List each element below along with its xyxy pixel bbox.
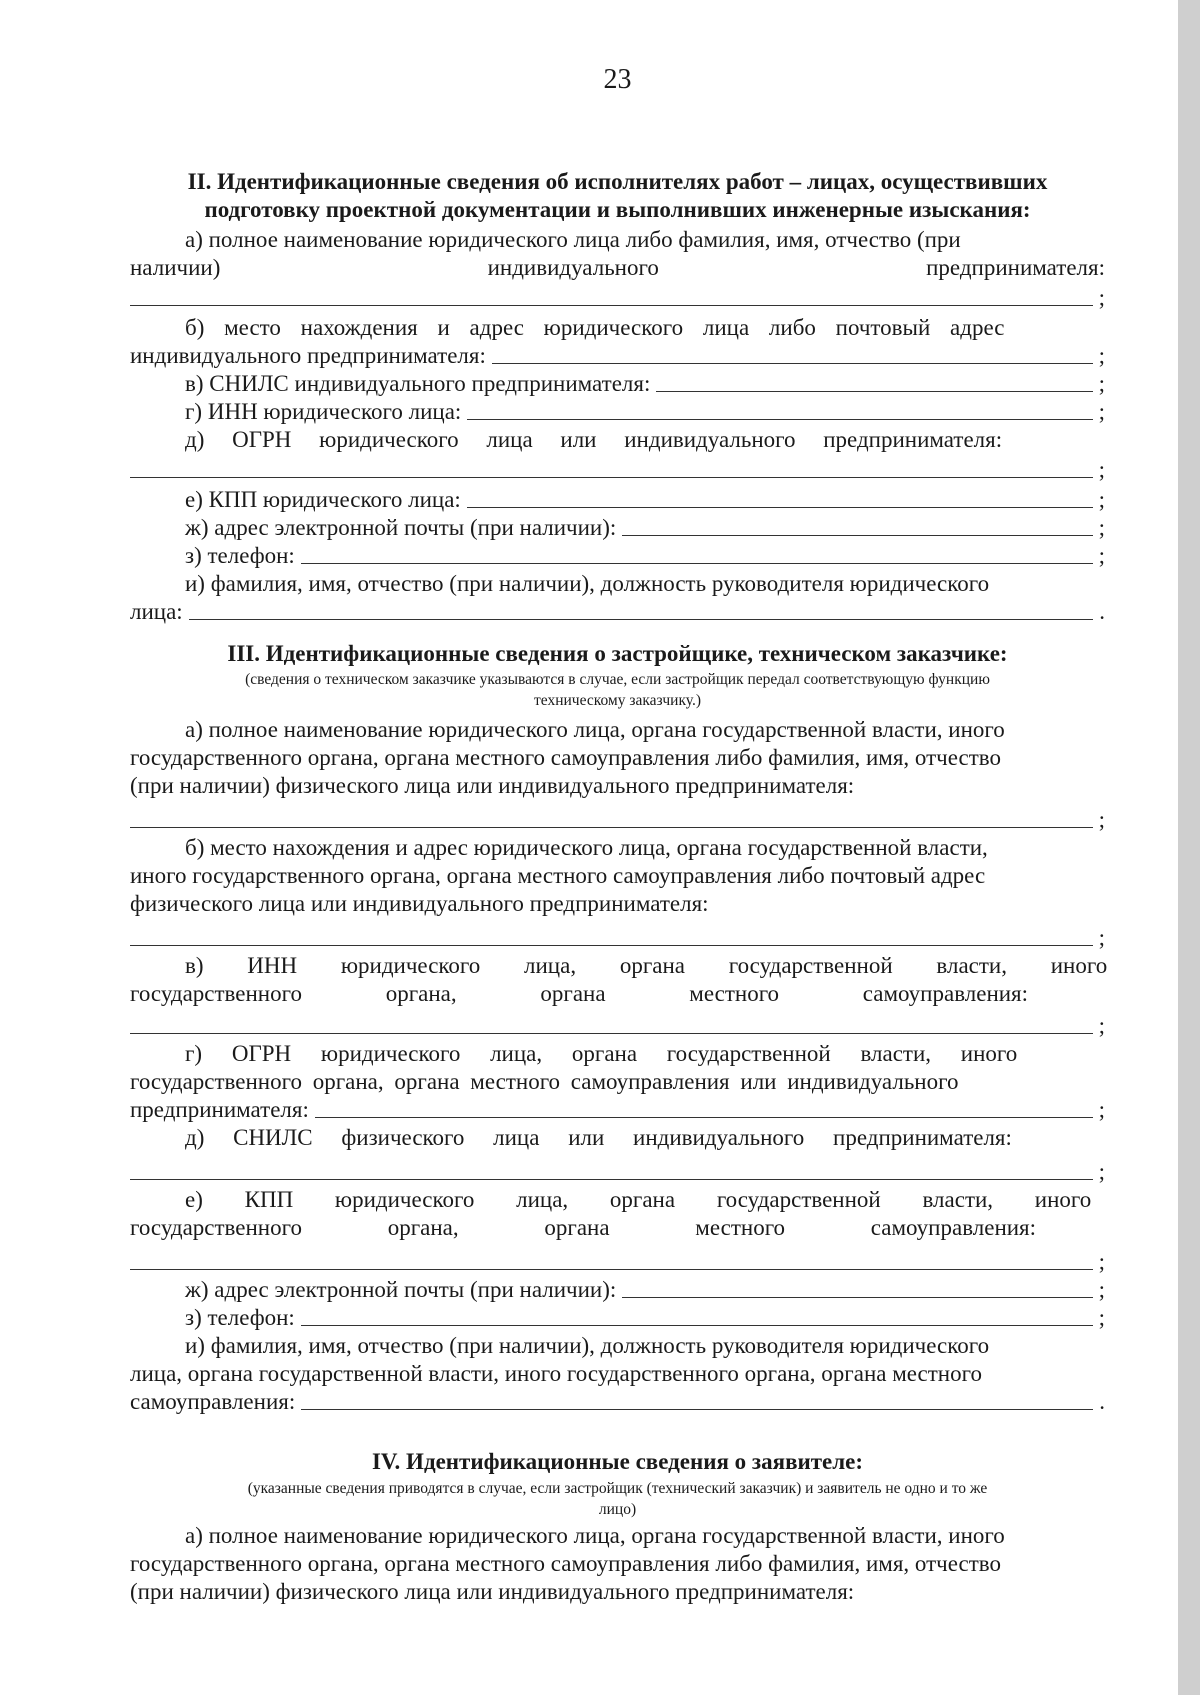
semicolon: ; [1098,457,1105,482]
s3-item-v-line-1 [130,952,1108,980]
s2-item-a-line-1 [130,226,1105,254]
s3-item-g-field[interactable] [130,1096,1105,1124]
semicolon: ; [1098,1159,1105,1184]
s3-item-a-text-1: а) полное наименование юридического лица, органа государственной власти, иного [185,717,1005,742]
s3-item-g-label: предпринимателя: [130,1097,309,1122]
page-number: 23 [603,64,632,95]
s3-item-b-blank[interactable] [130,924,1105,952]
section-4-note-line-1: (указанные сведения приводятся в случае, если застройщик (технический заказчик) и заявитель не одно и то же [247,1480,988,1497]
s3-item-e-text-1: е) КПП юридического лица, органа государственной власти, иного [185,1187,1092,1212]
semicolon: ; [1098,515,1105,540]
s3-item-b-line-1 [130,834,1105,862]
s3-item-i-text-1: и) фамилия, имя, отчество (при наличии), должность руководителя юридического [185,1333,990,1358]
s3-item-zh-field[interactable] [130,1276,1105,1304]
s3-item-g-line-2 [130,1068,1105,1096]
s3-item-z-label: з) телефон: [185,1305,295,1330]
semicolon: ; [1098,925,1105,950]
s2-item-b-field[interactable] [130,342,1105,370]
s3-item-b-text-2: иного государственного органа, органа местного самоуправления либо почтовый адрес [130,863,986,888]
s2-item-b-text-1: б) место нахождения и адрес юридического лица либо почтовый адрес [185,315,1005,340]
s3-item-zh-label: ж) адрес электронной почты (при наличии): [185,1277,617,1302]
s3-item-d-blank[interactable] [130,1158,1105,1186]
semicolon: ; [1098,1097,1105,1122]
semicolon: ; [1098,1013,1105,1038]
semicolon: ; [1098,807,1105,832]
s3-item-v-line-2 [130,980,1105,1008]
s2-item-z-label: з) телефон: [185,543,295,568]
s3-item-i-line-2 [130,1360,1105,1388]
s2-item-i-label: лица: [130,599,183,624]
s2-item-g-label: г) ИНН юридического лица: [185,399,462,424]
s2-item-i-line-1 [130,570,1105,598]
s3-item-g-line-1 [130,1040,1105,1068]
s3-item-d-line [130,1124,1105,1152]
s3-item-g-text-2: государственного органа, органа местного самоуправления или индивидуального [130,1069,959,1094]
s2-item-e-label: е) КПП юридического лица: [185,487,461,512]
s3-item-b-line-2 [130,862,1105,890]
s2-item-v-field[interactable] [130,370,1105,398]
s2-item-e-field[interactable] [130,486,1105,514]
s4-item-a-text-3: (при наличии) физического лица или индивидуального предпринимателя: [130,1579,855,1604]
s3-item-z-field[interactable] [130,1304,1105,1332]
semicolon: ; [1098,487,1105,512]
s2-item-d-blank[interactable] [130,456,1105,484]
s3-item-e-line-1 [130,1186,1105,1214]
s4-item-a-line-2 [130,1550,1105,1578]
s3-item-i-line-1 [130,1332,1105,1360]
section-2-title-line-1: II. Идентификационные сведения об исполнителях работ – лицах, осуществивших [187,169,1048,194]
semicolon: ; [1098,399,1105,424]
s2-item-z-field[interactable] [130,542,1105,570]
s3-item-e-text-2: государственного органа, органа местного самоуправления: [130,1215,1037,1240]
period: . [1099,1389,1105,1414]
s2-item-zh-field[interactable] [130,514,1105,542]
s4-item-a-text-2: государственного органа, органа местного самоуправления либо фамилия, имя, отчество [130,1551,1001,1576]
s2-item-a-word-3: предпринимателя: [926,255,1105,280]
s4-item-a-line-3 [130,1578,1105,1606]
s2-item-a-line-2 [130,254,1105,282]
scan-edge [1178,0,1200,1695]
s2-item-b-label: индивидуального предпринимателя: [130,343,486,368]
s2-item-a-word-1: наличии) [130,255,221,280]
s3-item-a-text-3: (при наличии) физического лица или индивидуального предпринимателя: [130,773,855,798]
s2-item-b-line-1 [130,314,1105,342]
s2-item-a-blank[interactable] [130,284,1105,312]
s2-item-zh-label: ж) адрес электронной почты (при наличии): [185,515,617,540]
s3-item-d-label: д) СНИЛС физического лица или индивидуального предпринимателя: [185,1125,1012,1150]
s3-item-a-line-3 [130,772,1105,800]
section-3-note-line-1: (сведения о техническом заказчике указываются в случае, если застройщик передал соответствующую функцию [245,671,990,688]
s3-item-e-blank[interactable] [130,1248,1105,1276]
s4-item-a-line-1 [130,1522,1105,1550]
semicolon: ; [1098,1249,1105,1274]
s3-item-g-text-1: г) ОГРН юридического лица, органа государственной власти, иного [185,1041,1018,1066]
semicolon: ; [1098,343,1105,368]
s2-item-i-text-1: и) фамилия, имя, отчество (при наличии), должность руководителя юридического [185,571,990,596]
semicolon: ; [1098,1305,1105,1330]
s2-item-a-text-1: а) полное наименование юридического лица либо фамилия, имя, отчество (при [185,227,961,252]
s3-item-b-text-1: б) место нахождения и адрес юридического лица, органа государственной власти, [185,835,988,860]
s4-item-a-text-1: а) полное наименование юридического лица, органа государственной власти, иного [185,1523,1005,1548]
s2-item-i-field[interactable] [130,598,1105,626]
s3-item-a-line-2 [130,744,1105,772]
s3-item-a-line-1 [130,716,1105,744]
section-2-title-line-2: подготовку проектной документации и выполнивших инженерные изыскания: [204,197,1031,222]
s2-item-d-line [130,426,1105,454]
s3-item-e-line-2 [130,1214,1105,1242]
semicolon: ; [1098,371,1105,396]
semicolon: ; [1098,1277,1105,1302]
s3-item-b-text-3: физического лица или индивидуального предпринимателя: [130,891,709,916]
s3-item-i-label: самоуправления: [130,1389,296,1414]
s3-item-v-text-2: государственного органа, органа местного самоуправления: [130,981,1029,1006]
s2-item-g-field[interactable] [130,398,1105,426]
s3-item-i-field[interactable] [130,1388,1105,1416]
section-4-title: IV. Идентификационные сведения о заявителе: [371,1449,864,1474]
s3-item-v-text-1: в) ИНН юридического лица, органа государственной власти, иного [185,953,1108,978]
s3-item-a-blank[interactable] [130,806,1105,834]
period: . [1099,599,1105,624]
section-3-title: III. Идентификационные сведения о застройщике, техническом заказчике: [227,641,1008,666]
s2-item-d-label: д) ОГРН юридического лица или индивидуального предпринимателя: [185,427,1003,452]
s3-item-i-text-2: лица, органа государственной власти, иного государственного органа, органа местного [130,1361,982,1386]
s2-item-a-word-2: индивидуального [487,255,659,280]
s3-item-v-blank[interactable] [130,1012,1105,1040]
s2-item-v-label: в) СНИЛС индивидуального предпринимателя: [185,371,651,396]
semicolon: ; [1098,285,1105,310]
semicolon: ; [1098,543,1105,568]
s3-item-b-line-3 [130,890,1105,918]
section-4-note-line-2: лицо) [598,1501,637,1518]
s3-item-a-text-2: государственного органа, органа местного самоуправления либо фамилия, имя, отчество [130,745,1001,770]
section-3-note-line-2: техническому заказчику.) [534,692,701,709]
